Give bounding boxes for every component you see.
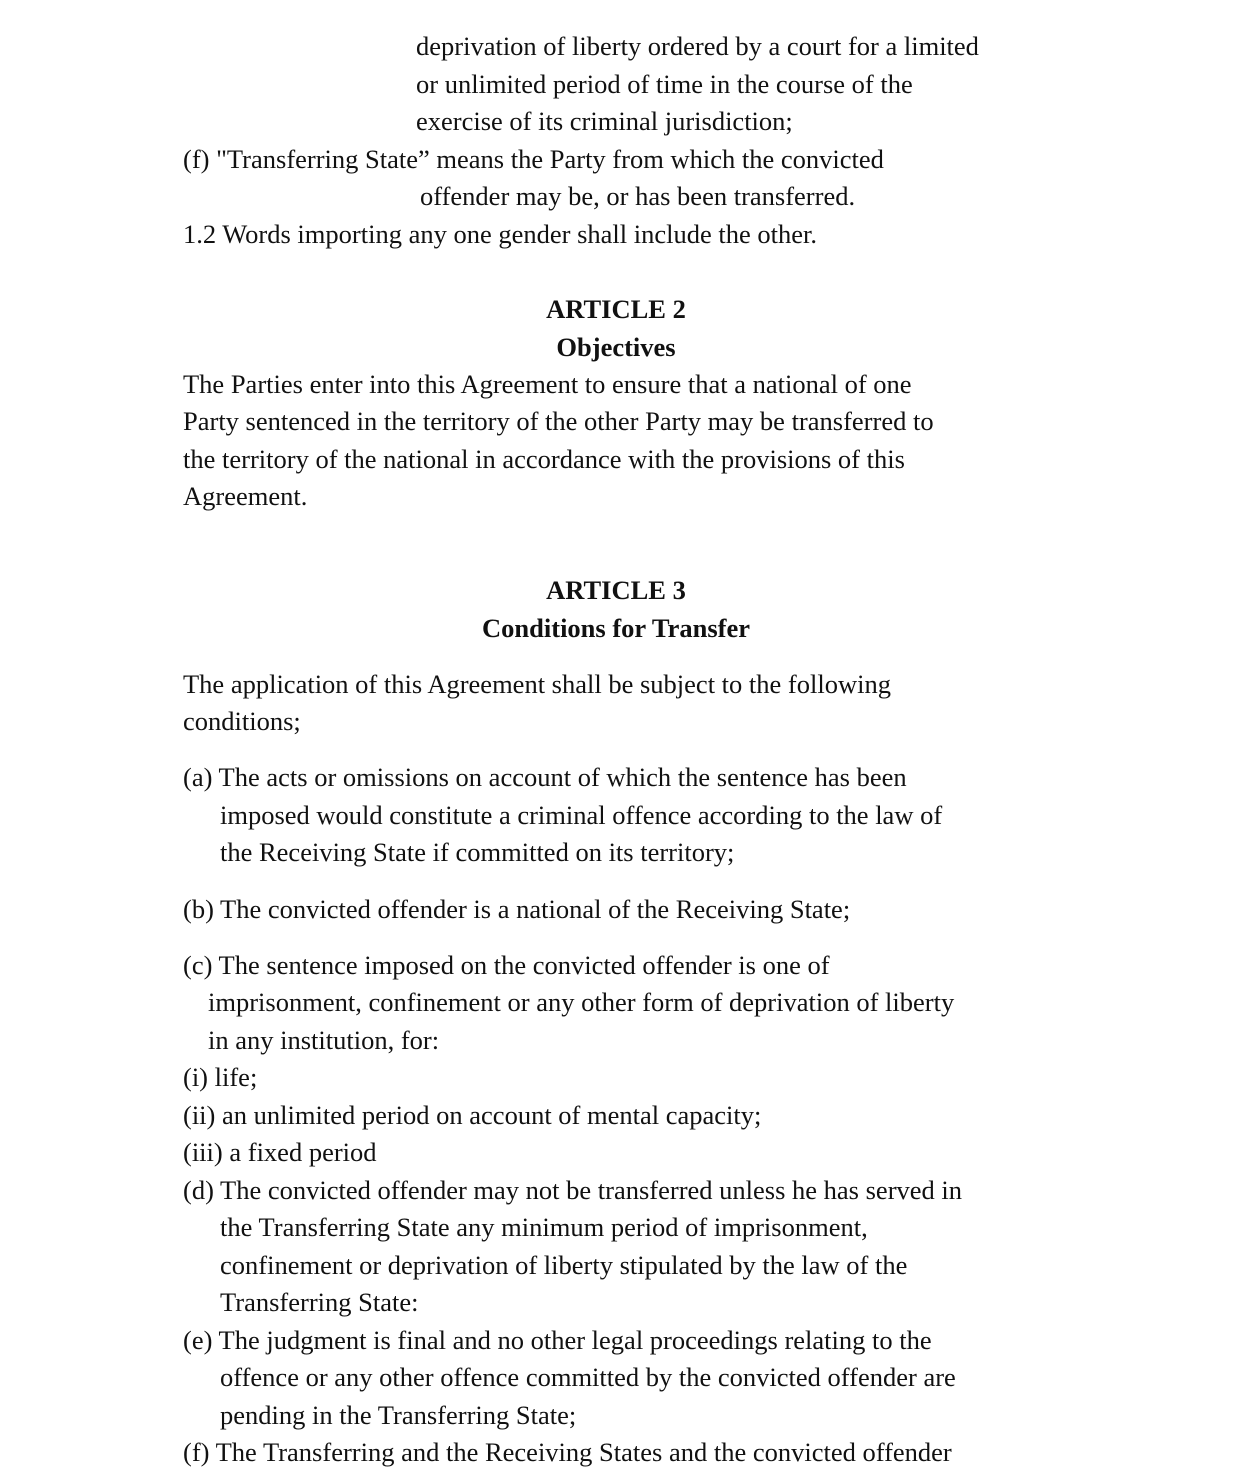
condition-c-iii: (iii) a fixed period: [183, 1137, 377, 1167]
article-2-heading: ARTICLE 2: [546, 294, 686, 324]
article-3-heading: ARTICLE 3: [546, 575, 686, 605]
condition-c-line-3: in any institution, for:: [208, 1025, 440, 1055]
condition-a-line-2: imposed would constitute a criminal offence according to the law of: [220, 800, 943, 830]
condition-d-line-3: confinement or deprivation of liberty stipulated by the law of the: [220, 1250, 908, 1280]
condition-c-line-1: (c) The sentence imposed on the convicted offender is one of: [183, 950, 830, 980]
condition-d-line-4: Transferring State:: [220, 1287, 419, 1317]
article-2-title: Objectives: [556, 332, 676, 362]
article-3-intro-line-2: conditions;: [183, 706, 301, 736]
definition-e-line-3: exercise of its criminal jurisdiction;: [416, 106, 793, 136]
definition-f-line-2: offender may be, or has been transferred.: [420, 181, 856, 211]
article-2-body-line-1: The Parties enter into this Agreement to ensure that a national of one: [183, 369, 912, 399]
article-3-title: Conditions for Transfer: [482, 613, 750, 643]
article-3-intro-line-1: The application of this Agreement shall be subject to the following: [183, 669, 891, 699]
condition-e-line-3: pending in the Transferring State;: [220, 1400, 577, 1430]
condition-f-line-1: (f) The Transferring and the Receiving States and the convicted offender: [183, 1437, 952, 1467]
condition-d-line-1: (d) The convicted offender may not be transferred unless he has served in: [183, 1175, 963, 1205]
condition-c-ii: (ii) an unlimited period on account of mental capacity;: [183, 1100, 762, 1130]
article-2-body-line-2: Party sentenced in the territory of the other Party may be transferred to: [183, 406, 934, 436]
definition-e-line-2: or unlimited period of time in the course of the: [416, 69, 913, 99]
condition-c-i: (i) life;: [183, 1062, 258, 1092]
definition-f-line-1: (f) "Transferring State” means the Party from which the convicted: [183, 144, 884, 174]
gender-clause: 1.2 Words importing any one gender shall include the other.: [183, 219, 817, 249]
condition-c-line-2: imprisonment, confinement or any other form of deprivation of liberty: [208, 987, 955, 1017]
condition-e-line-2: offence or any other offence committed by the convicted offender are: [220, 1362, 956, 1392]
article-2-body-line-4: Agreement.: [183, 481, 308, 511]
definition-e-line-1: deprivation of liberty ordered by a court for a limited: [416, 31, 979, 61]
condition-d-line-2: the Transferring State any minimum period of imprisonment,: [220, 1212, 868, 1242]
condition-b: (b) The convicted offender is a national of the Receiving State;: [183, 894, 851, 924]
condition-e-line-1: (e) The judgment is final and no other legal proceedings relating to the: [183, 1325, 932, 1355]
article-2-body-line-3: the territory of the national in accordance with the provisions of this: [183, 444, 905, 474]
condition-a-line-3: the Receiving State if committed on its territory;: [220, 837, 735, 867]
condition-a-line-1: (a) The acts or omissions on account of which the sentence has been: [183, 762, 907, 792]
